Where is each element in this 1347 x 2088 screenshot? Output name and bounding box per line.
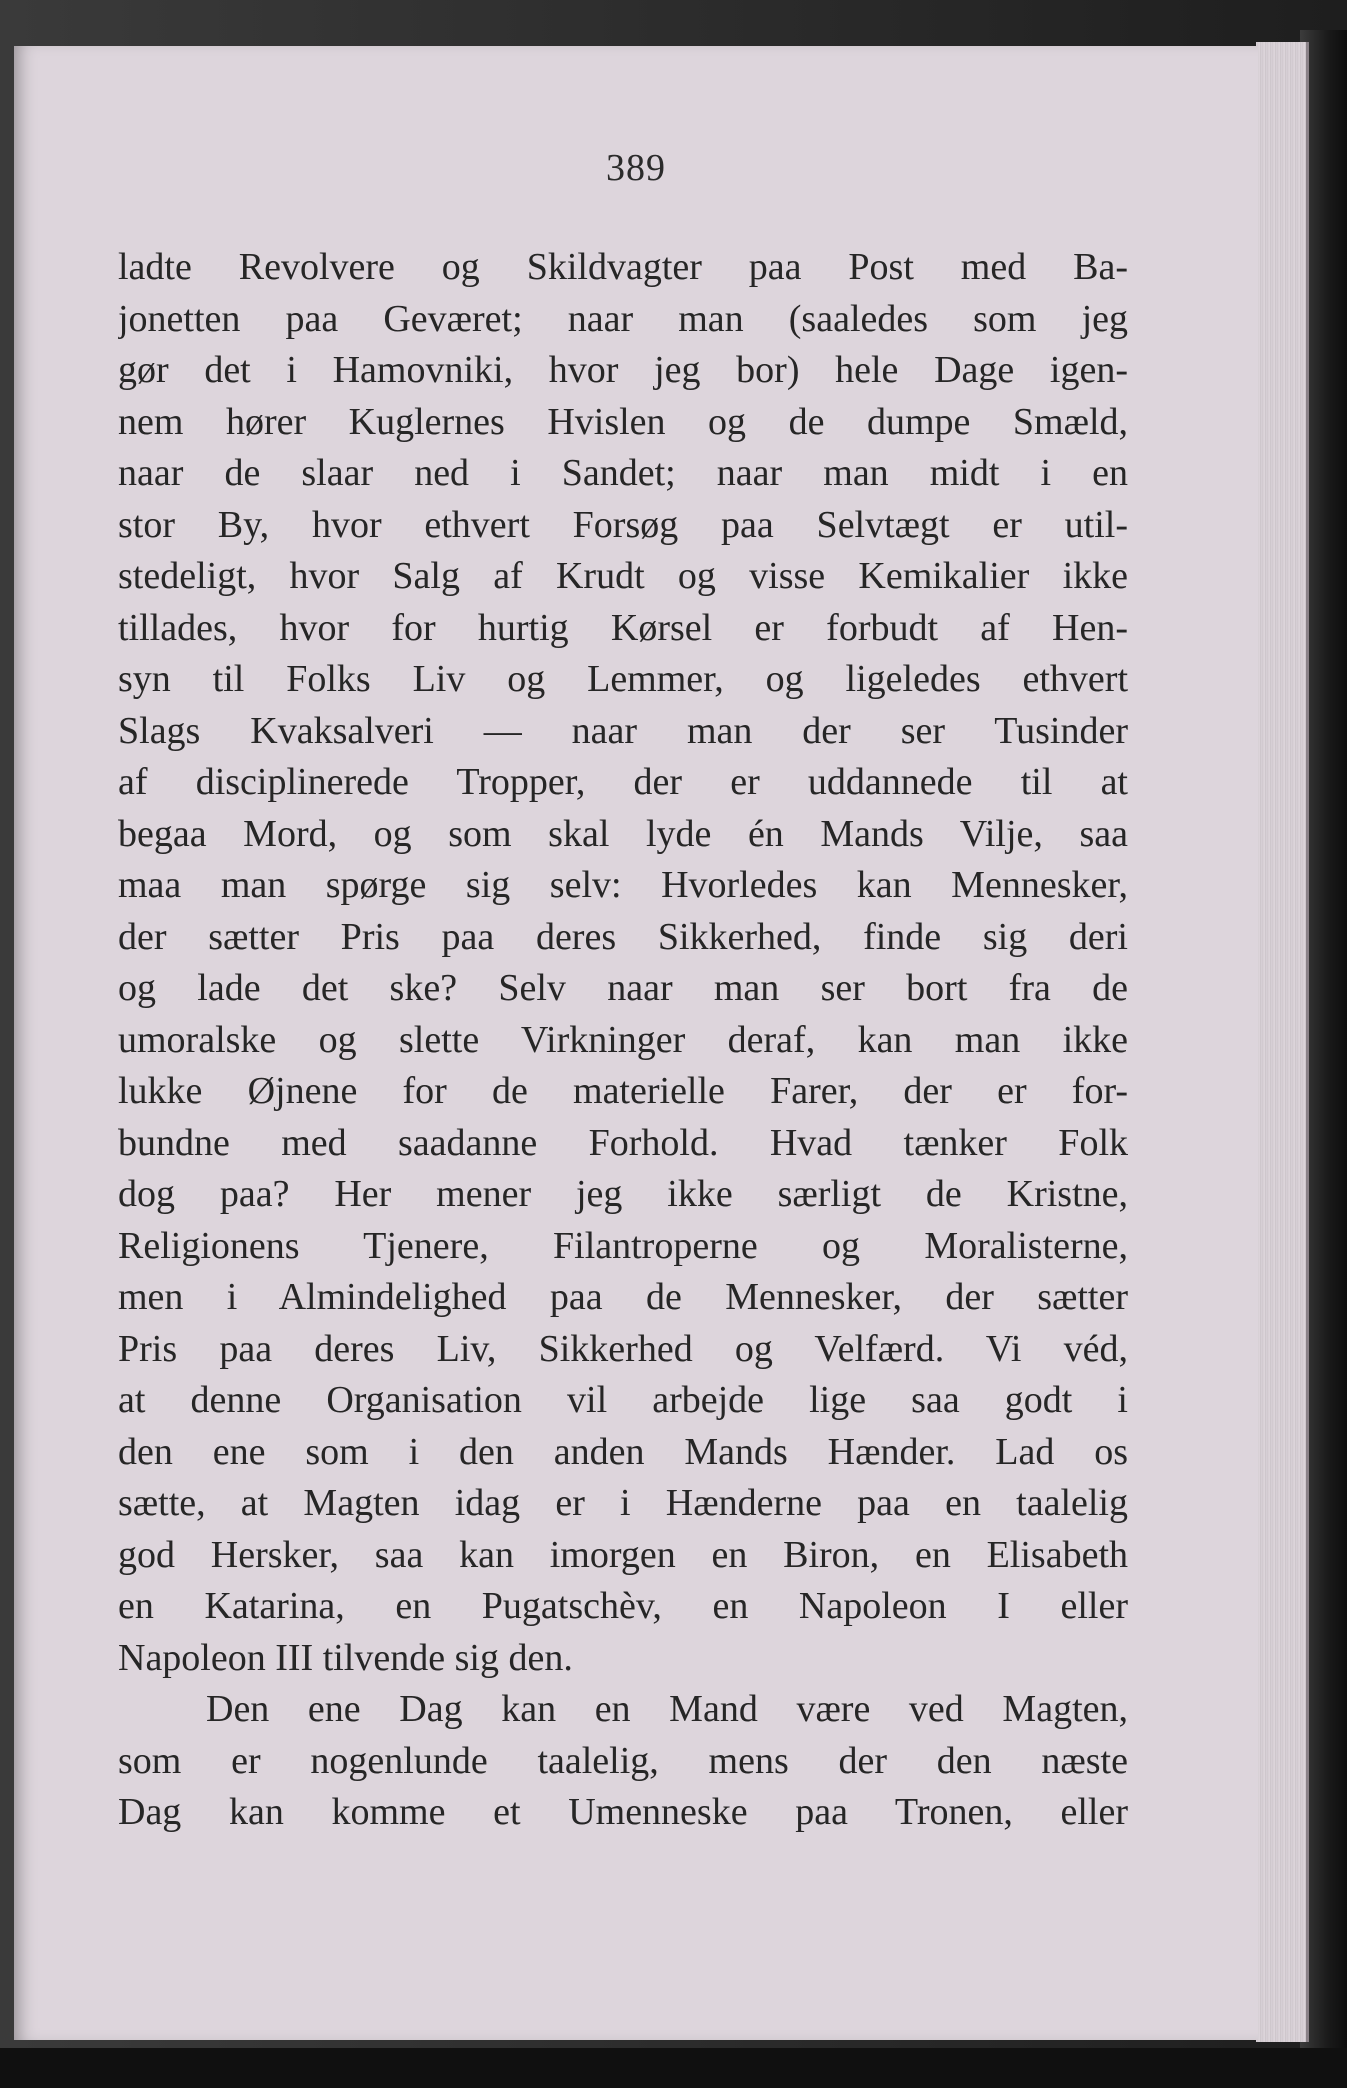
text-line: naar de slaar ned i Sandet; naar man midt i en bbox=[118, 452, 1128, 494]
text-line: bundne med saadanne Forhold. Hvad tænker Folk bbox=[118, 1121, 1128, 1164]
text-line: nem hører Kuglernes Hvislen og de dumpe Smæld, bbox=[118, 400, 1128, 443]
text-line: ladte Revolvere og Skildvagter paa Post med Ba- bbox=[118, 246, 1128, 288]
text-line: Den ene Dag kan en Mand være ved Magten, bbox=[206, 1688, 1128, 1730]
text-line: Dag kan komme et Umenneske paa Tronen, eller bbox=[118, 1791, 1128, 1833]
text-line: at denne Organisation vil arbejde lige saa godt i bbox=[118, 1379, 1128, 1421]
text-line: af disciplinerede Tropper, der er uddannede til at bbox=[118, 761, 1128, 803]
text-line: jonetten paa Geværet; naar man (saaledes som jeg bbox=[118, 297, 1128, 340]
text-line: Religionens Tjenere, Filantroperne og Moralisterne, bbox=[118, 1224, 1128, 1267]
text-line: umoralske og slette Virkninger deraf, kan man ikke bbox=[118, 1018, 1128, 1061]
page-stack-edges bbox=[1256, 42, 1309, 2042]
text-line: syn til Folks Liv og Lemmer, og ligeledes ethvert bbox=[118, 658, 1128, 700]
text-line: gør det i Hamovniki, hvor jeg bor) hele Dage igen- bbox=[118, 349, 1128, 391]
text-line: sætte, at Magten idag er i Hænderne paa en taalelig bbox=[118, 1482, 1128, 1524]
text-line: Slags Kvaksalveri — naar man der ser Tusinder bbox=[118, 709, 1128, 752]
text-line: lukke Øjnene for de materielle Farer, der er for- bbox=[118, 1070, 1128, 1112]
text-line: maa man spørge sig selv: Hvorledes kan Mennesker, bbox=[118, 864, 1128, 906]
text-line: begaa Mord, og som skal lyde én Mands Vilje, saa bbox=[118, 812, 1128, 855]
book-page bbox=[14, 46, 1258, 2040]
text-line: stor By, hvor ethvert Forsøg paa Selvtægt er util- bbox=[118, 503, 1128, 546]
text-line: som er nogenlunde taalelig, mens der den næste bbox=[118, 1739, 1128, 1782]
text-line: dog paa? Her mener jeg ikke særligt de Kristne, bbox=[118, 1173, 1128, 1215]
text-line: der sætter Pris paa deres Sikkerhed, finde sig deri bbox=[118, 915, 1128, 958]
page-number: 389 bbox=[606, 147, 666, 189]
body-text bbox=[118, 242, 1128, 1839]
text-line: men i Almindelighed paa de Mennesker, der sætter bbox=[118, 1276, 1128, 1318]
text-line: tillades, hvor for hurtig Kørsel er forbudt af Hen- bbox=[118, 606, 1128, 649]
text-line: stedeligt, hvor Salg af Krudt og visse Kemikalier ikke bbox=[118, 555, 1128, 597]
text-line: en Katarina, en Pugatschèv, en Napoleon I eller bbox=[118, 1585, 1128, 1627]
text-line: god Hersker, saa kan imorgen en Biron, en Elisabeth bbox=[118, 1533, 1128, 1576]
text-line: Napoleon III tilvende sig den. bbox=[118, 1636, 573, 1679]
text-line: Pris paa deres Liv, Sikkerhed og Velfærd. Vi véd, bbox=[118, 1327, 1128, 1370]
text-line: og lade det ske? Selv naar man ser bort fra de bbox=[118, 967, 1128, 1009]
text-line: den ene som i den anden Mands Hænder. Lad os bbox=[118, 1430, 1128, 1473]
bottom-shadow bbox=[0, 2048, 1347, 2088]
